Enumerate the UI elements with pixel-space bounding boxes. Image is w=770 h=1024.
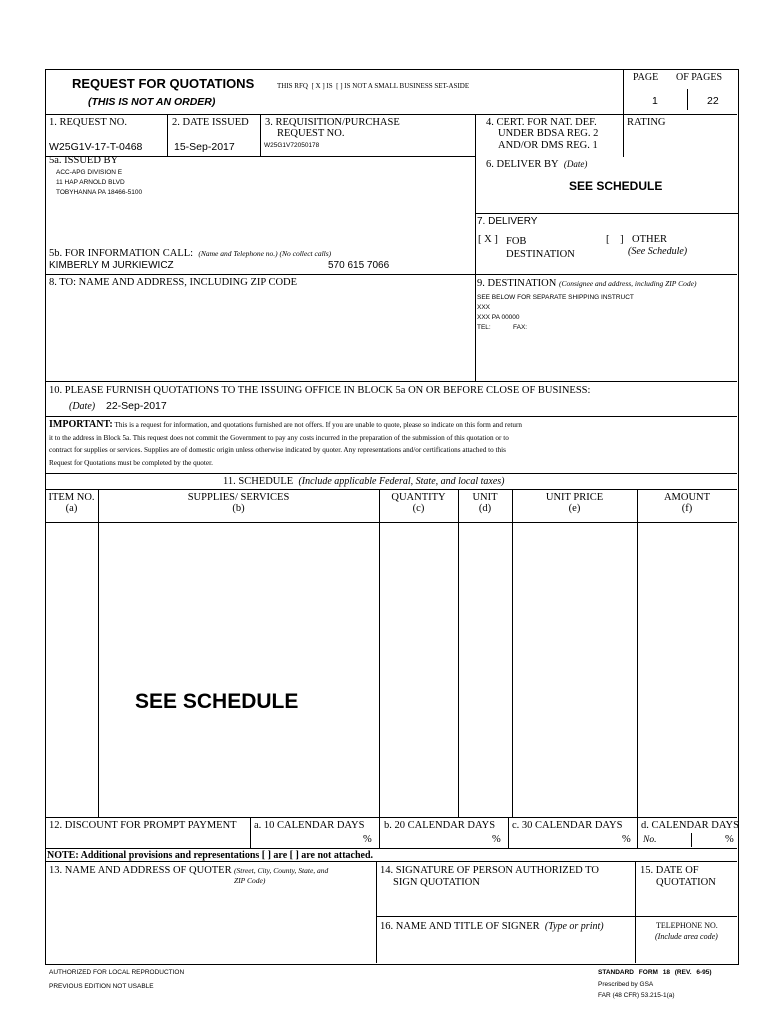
- destination-line-2: XXX: [477, 304, 491, 311]
- requisition-value: W25G1V72050178: [264, 142, 320, 149]
- footer-right-2: Prescribed by GSA: [598, 981, 654, 988]
- signer-text: 16. NAME AND TITLE OF SIGNER: [380, 921, 540, 932]
- footer-left-2: PREVIOUS EDITION NOT USABLE: [49, 983, 154, 990]
- total-pages: 22: [707, 95, 719, 107]
- date-of-quotation-label-2: QUOTATION: [656, 877, 716, 888]
- col-quantity-name: QUANTITY: [391, 492, 446, 503]
- cert-label-2: UNDER BDSA REG. 2: [498, 128, 599, 139]
- deliver-by-label: [486, 159, 587, 170]
- issued-by-line-1: ACC-APG DIVISION E: [56, 169, 123, 176]
- destination-tel: TEL:: [477, 324, 491, 331]
- col-quantity-code: (c): [412, 503, 425, 514]
- col-amount-name: AMOUNT: [663, 492, 711, 503]
- date-issued-label: 2. DATE ISSUED: [172, 117, 249, 128]
- footer-left-1: AUTHORIZED FOR LOCAL REPRODUCTION: [49, 969, 185, 976]
- quoter-label: 13. NAME AND ADDRESS OF QUOTER: [49, 865, 232, 876]
- discount-30-pct: %: [622, 834, 631, 845]
- request-no-value: W25G1V-17-T-0468: [49, 141, 143, 153]
- fob-destination: DESTINATION: [506, 249, 575, 260]
- col-unit-price: [512, 492, 637, 514]
- important-line-1: [49, 419, 733, 432]
- issued-by-line-3: TOBYHANNA PA 18466-5100: [56, 189, 143, 196]
- telephone-note: (Include area code): [655, 932, 718, 941]
- info-call-label: [49, 248, 331, 259]
- page-label: PAGE: [633, 72, 659, 83]
- footer-right-1: STANDARD FORM 18 (REV. 6-95): [598, 969, 712, 976]
- schedule-body-text: SEE SCHEDULE: [135, 690, 299, 713]
- important-line-3: contract for supplies or services. Supplies are of domestic origin unless otherwise indicated by quoter. Any representations and/or certifications attached to this: [49, 446, 506, 454]
- col-unit-name: UNIT: [472, 492, 498, 503]
- other-checkbox[interactable]: [ ]: [606, 234, 624, 245]
- page-number: 1: [652, 95, 658, 107]
- discount-custom-pct: %: [725, 834, 734, 845]
- discount-20-pct: %: [492, 834, 501, 845]
- destination-fax: FAX:: [513, 324, 528, 331]
- of-pages-label: OF PAGES: [676, 72, 723, 83]
- form-title: REQUEST FOR QUOTATIONS: [72, 76, 255, 91]
- discount-10-days: a. 10 CALENDAR DAYS: [254, 820, 365, 831]
- rfq-is-checkbox[interactable]: [ X ] IS: [311, 82, 333, 90]
- signature-label: 14. SIGNATURE OF PERSON AUTHORIZED TO: [380, 865, 599, 876]
- destination-note: (Consignee and address, including ZIP Code): [558, 279, 697, 288]
- discount-30-days: c. 30 CALENDAR DAYS: [512, 820, 623, 831]
- fob-label: FOB: [506, 236, 527, 247]
- col-unit-price-code: (e): [568, 503, 581, 514]
- col-item-no: [45, 492, 98, 514]
- requisition-label-2: REQUEST NO.: [277, 128, 345, 139]
- discount-custom-no: No.: [643, 835, 657, 845]
- close-date-label: (Date): [69, 401, 96, 412]
- form-subtitle: (THIS IS NOT AN ORDER): [88, 96, 216, 108]
- schedule-note: (Include applicable Federal, State, and local taxes): [298, 476, 505, 487]
- destination-line-3: XXX PA 00000: [477, 314, 520, 321]
- col-amount: [637, 492, 737, 514]
- requisition-label: 3. REQUISITION/PURCHASE: [265, 117, 400, 128]
- quoter-note-2: ZIP Code): [234, 876, 266, 885]
- quoter-note-1: (Street, City, County, State, and: [234, 866, 329, 875]
- signature-label-2: SIGN QUOTATION: [393, 877, 480, 888]
- deliver-by-note: (Date): [563, 159, 588, 169]
- furnish-label: 10. PLEASE FURNISH QUOTATIONS TO THE ISSUING OFFICE IN BLOCK 5a ON OR BEFORE CLOSE OF BUSINESS:: [49, 385, 591, 396]
- cert-label: 4. CERT. FOR NAT. DEF.: [486, 117, 597, 128]
- important-text-1: This is a request for information, and quotations furnished are not offers. If you are unable to quote, please so indicate on this form and return: [114, 421, 522, 429]
- info-call-note: (Name and Telephone no.) (No collect calls): [198, 249, 332, 258]
- discount-20-days: b. 20 CALENDAR DAYS: [384, 820, 496, 831]
- other-label: OTHER: [632, 234, 667, 245]
- col-unit-code: (d): [478, 503, 492, 514]
- contact-phone: 570 615 7066: [328, 260, 390, 271]
- info-call-text: 5b. FOR INFORMATION CALL:: [49, 248, 194, 259]
- discount-10-pct: %: [363, 834, 372, 845]
- date-issued-value: 15-Sep-2017: [174, 141, 235, 153]
- destination-line-1: SEE BELOW FOR SEPARATE SHIPPING INSTRUCT: [477, 294, 634, 301]
- issued-by-label: 5a. ISSUED BY: [49, 155, 119, 166]
- col-supplies-code: (b): [232, 503, 245, 514]
- to-address-label: 8. TO: NAME AND ADDRESS, INCLUDING ZIP CODE: [49, 277, 298, 288]
- close-date-value: 22-Sep-2017: [106, 400, 167, 412]
- rfq-pre: THIS RFQ: [277, 82, 308, 90]
- other-note: (See Schedule): [628, 246, 688, 257]
- col-supplies: [98, 492, 379, 514]
- col-quantity: [379, 492, 458, 514]
- important-line-2: it to the address in Block 5a. This request does not commit the Government to pay any costs incurred in the preparation of the submission of this quotation or to: [49, 433, 509, 442]
- fob-checkbox[interactable]: [ X ]: [478, 234, 498, 245]
- request-no-label: 1. REQUEST NO.: [49, 117, 127, 128]
- cert-label-3: AND/OR DMS REG. 1: [498, 140, 598, 151]
- discount-label: 12. DISCOUNT FOR PROMPT PAYMENT: [49, 820, 237, 831]
- set-aside-line: [277, 82, 469, 90]
- col-item-no-code: (a): [65, 503, 78, 514]
- rating-label: RATING: [627, 117, 666, 128]
- date-of-quotation-label: 15. DATE OF: [640, 865, 699, 876]
- important-head: IMPORTANT:: [49, 419, 113, 430]
- col-unit: [458, 492, 512, 514]
- discount-custom-days: d. CALENDAR DAYS: [641, 820, 739, 831]
- telephone-label: TELEPHONE NO.: [656, 921, 718, 930]
- schedule-title-text: 11. SCHEDULE: [223, 476, 294, 487]
- rfq-isnot-checkbox[interactable]: [ ] IS NOT A SMALL BUSINESS SET-ASIDE: [336, 82, 470, 90]
- signer-label: [380, 921, 604, 932]
- footer-right-3: FAR (48 CFR) 53.215-1(a): [598, 992, 675, 999]
- col-item-no-name: ITEM NO.: [48, 492, 95, 503]
- contact-name: KIMBERLY M JURKIEWICZ: [49, 260, 174, 271]
- deliver-by-value: SEE SCHEDULE: [569, 179, 663, 193]
- important-line-4: Request for Quotations must be completed by the quoter.: [49, 458, 213, 467]
- deliver-by-text: 6. DELIVER BY: [486, 159, 559, 170]
- col-supplies-name: SUPPLIES/ SERVICES: [187, 492, 290, 503]
- col-amount-code: (f): [681, 503, 693, 514]
- schedule-title: [223, 476, 505, 487]
- delivery-label: 7. DELIVERY: [477, 216, 538, 227]
- destination-label: [477, 278, 696, 289]
- provisions-note: NOTE: Additional provisions and representations [ ] are [ ] are not attached.: [47, 850, 374, 861]
- signer-note: (Type or print): [544, 921, 604, 932]
- col-unit-price-name: UNIT PRICE: [545, 492, 604, 503]
- issued-by-line-2: 11 HAP ARNOLD BLVD: [56, 179, 125, 186]
- important-notice: [49, 419, 733, 469]
- destination-text: 9. DESTINATION: [477, 278, 557, 289]
